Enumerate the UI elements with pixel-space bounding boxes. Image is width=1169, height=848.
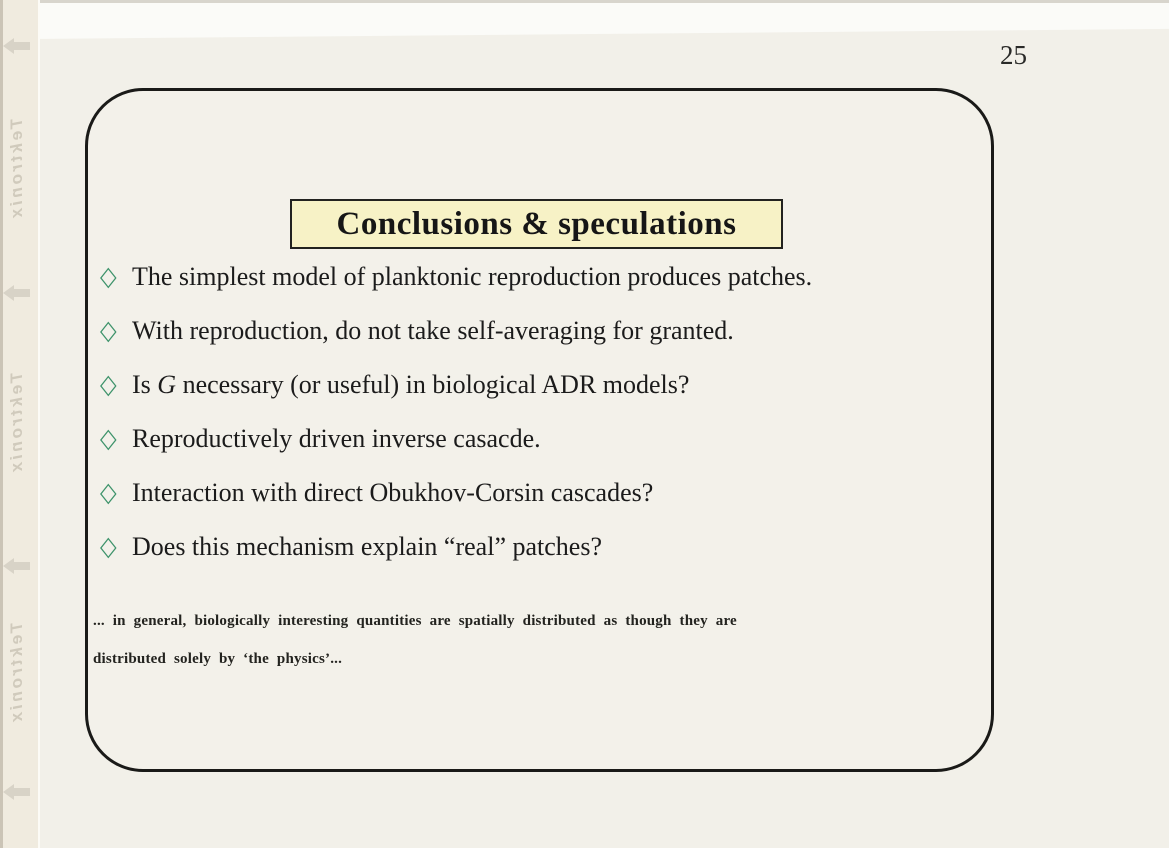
- bullet-text: Is G necessary (or useful) in biological ADR models?: [132, 370, 690, 399]
- film-watermark-text: Tektronix: [7, 118, 26, 221]
- bullet-item: [100, 370, 980, 400]
- film-watermark-text: Tektronix: [7, 372, 26, 475]
- left-arrow-icon: [3, 558, 31, 574]
- slide-title: Conclusions & speculations: [336, 205, 737, 242]
- bullet-text: Does this mechanism explain “real” patches?: [132, 532, 602, 561]
- bullet-text: The simplest model of planktonic reproduction produces patches.: [132, 262, 813, 291]
- footnote-line: distributed solely by ‘the physics’...: [93, 651, 343, 667]
- scan-white-band: [30, 3, 1169, 39]
- footnote-line: ... in general, biologically interesting quantities are spatially distributed as though they are: [93, 613, 737, 629]
- bullet-item: [100, 478, 980, 508]
- film-strip: [0, 0, 40, 848]
- diamond-bullet-icon: ◇: [100, 531, 117, 562]
- film-watermark-text: Tektronix: [7, 622, 26, 725]
- diamond-bullet-icon: ◇: [100, 369, 117, 400]
- bullet-text: Interaction with direct Obukhov-Corsin cascades?: [132, 478, 654, 507]
- diamond-bullet-icon: ◇: [100, 261, 117, 292]
- bullet-item: [100, 532, 980, 562]
- bullet-text: Reproductively driven inverse casacde.: [132, 424, 541, 453]
- left-arrow-icon: [3, 784, 31, 800]
- diamond-bullet-icon: ◇: [100, 423, 117, 454]
- bullet-item: [100, 262, 980, 292]
- left-arrow-icon: [3, 285, 31, 301]
- page-number: 25: [1000, 40, 1027, 70]
- diamond-bullet-icon: ◇: [100, 315, 117, 346]
- bullet-text: With reproduction, do not take self-averaging for granted.: [132, 316, 734, 345]
- left-arrow-icon: [3, 38, 31, 54]
- diamond-bullet-icon: ◇: [100, 477, 117, 508]
- bullet-item: [100, 424, 980, 454]
- bullet-item: [100, 316, 980, 346]
- slide-title-box: [290, 199, 783, 249]
- bullet-list: [100, 262, 980, 586]
- footnote: [93, 602, 933, 678]
- film-strip-edge: [0, 0, 3, 848]
